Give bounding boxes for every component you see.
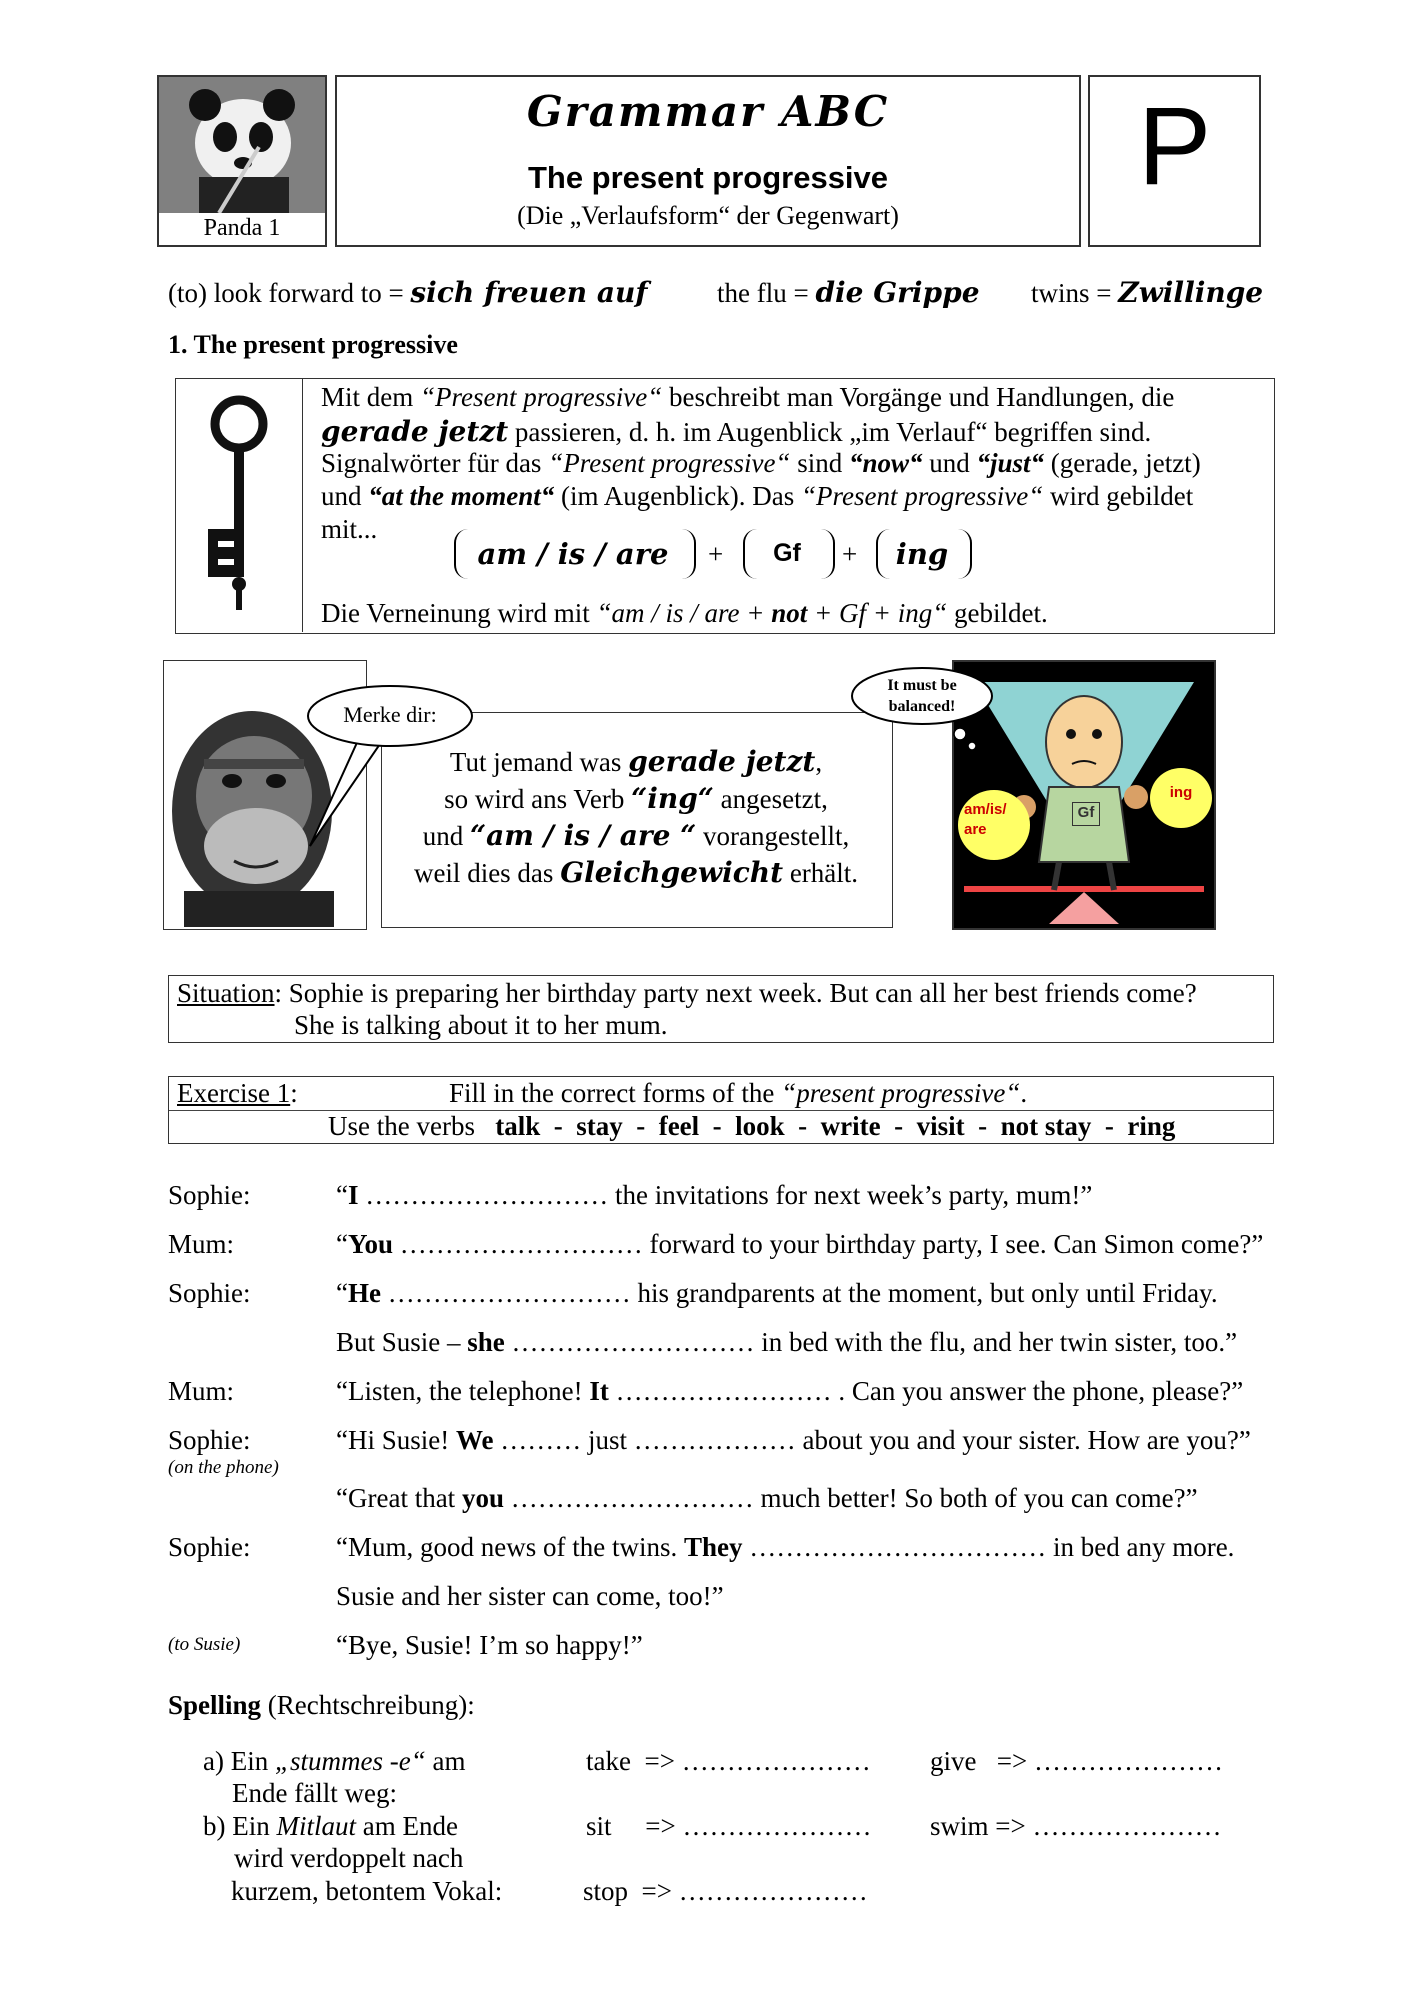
spelling-rule-b-line-2: wird verdoppelt nach [234,1843,464,1873]
panda-image [159,77,325,213]
formula-part-1: am / is / are [477,537,669,571]
dialogue-subject: she [467,1327,505,1357]
spelling-text: am Ende [356,1811,458,1841]
vocab-2 [717,276,980,309]
exercise-label: Exercise 1 [177,1078,291,1108]
dialogue-line [336,1180,1092,1211]
dialogue-text: “ [336,1229,348,1259]
merke-text: Tut jemand was [449,747,629,777]
spelling-blank: ………………… [678,1876,868,1906]
vocab-3-de: Zwillinge [1118,276,1264,309]
exercise-instruction [449,1078,1027,1109]
rule-text: (im Augenblick). Das [554,481,801,511]
situation-box [168,975,1274,1043]
dialogue-text: “Mum, good news of the twins. [336,1532,684,1562]
dialogue-line [336,1483,1198,1514]
rule-text: passieren, d. h. im Augenblick „im Verlauf“ begriffen sind. [508,417,1152,447]
rule-line-4 [321,481,1193,512]
balance-right-label: ing [1169,784,1193,801]
signal-word-just: “just“ [976,448,1045,478]
dialogue-subject: I [347,1180,359,1210]
rule-text: Die Verneinung wird mit [321,598,597,628]
dialogue-speaker: Sophie: [168,1278,251,1308]
verbs-intro: Use the verbs [328,1111,475,1141]
spelling-item-sit [586,1811,871,1842]
merke-bubble-text: Merke dir: [343,702,437,727]
dialogue-line [336,1376,1243,1407]
letter-box [1088,75,1261,247]
rule-text: Signalwörter für das [321,448,549,478]
merke-highlight: Gleichgewicht [560,856,784,889]
index-letter: P [1137,85,1212,208]
spelling-rule-a-line-2: Ende fällt weg: [232,1778,397,1808]
panda-frame [157,75,327,247]
signal-word-now: “now“ [848,448,923,478]
dialogue-subject: He [347,1278,381,1308]
dialogue-subject: You [347,1229,394,1259]
title-box [335,75,1081,247]
dialogue-text: “Hi Susie! [336,1425,456,1455]
dialogue-line [336,1532,1234,1563]
dialogue-speaker: Sophie: [168,1425,251,1455]
dialogue-line [336,1278,1218,1309]
spelling-word: swim => [930,1811,1026,1841]
section-1-heading: 1. The present progressive [168,330,458,359]
formula-plus-1: + [708,539,724,569]
formula-plus-2: + [842,539,858,569]
spelling-text: a) Ein [203,1746,275,1776]
spelling-heading [168,1690,475,1721]
formula-part-2: Gf [773,539,801,567]
dialogue-speaker-note: (to Susie) [168,1634,241,1655]
merke-text: vorangestellt, [696,821,850,851]
spelling-blank: ………………… [1032,1811,1222,1841]
dialogue-gap-text: …………………………… in bed any more. [742,1532,1235,1562]
dialogue-text: “Great that [336,1483,462,1513]
vocab-1-de: sich freuen auf [410,276,648,309]
merke-text: , [815,747,823,777]
merke-text: weil dies das [413,858,561,888]
dialogue-text: “ [336,1278,348,1308]
spelling-item-take [586,1746,871,1777]
spelling-word: sit => [586,1811,676,1841]
dialogue-gap-text: ……………………… forward to your birthday party, I see. Can Simon come?” [393,1229,1264,1259]
rule-text: Mit dem [321,382,420,412]
merke-highlight: “am / is / are “ [469,819,697,852]
rule-text: (gerade, jetzt) [1044,448,1201,478]
dialogue-line [336,1327,1237,1358]
spelling-item-give [930,1746,1223,1777]
merke-text: erhält. [783,858,859,888]
spelling-blank: ………………… [682,1811,872,1841]
spelling-term: „stummes -e“ [274,1746,426,1776]
negation-formula: “am / is / are + [596,598,772,628]
spelling-word: give => [930,1746,1028,1776]
situation-line-1 [177,978,1197,1009]
rule-text: und [922,448,977,478]
dialogue-line [336,1581,724,1612]
dialogue-subject: We [455,1425,494,1455]
spelling-heading-rest: (Rechtschreibung): [261,1690,475,1720]
signal-word-at-the-moment: “at the moment“ [368,481,555,511]
vocab-1 [168,276,647,309]
spelling-item-stop [583,1876,868,1907]
spelling-text: am [425,1746,466,1776]
dialogue-line [336,1630,643,1661]
exercise-colon: : [290,1078,298,1108]
dialogue-gap-text: ……………………… his grandparents at the moment, but only until Friday. [380,1278,1218,1308]
exercise-text: . [1020,1078,1028,1108]
dialogue-gap-text: ……………………… the invitations for next week’s party, mum!” [358,1180,1093,1210]
vocab-2-de: die Grippe [815,276,980,309]
merke-text: angesetzt, [713,784,828,814]
spelling-rule-b-line-1 [203,1811,458,1842]
dialogue-subject: They [683,1532,743,1562]
negation-formula: + Gf + ing“ [807,598,948,628]
exercise-text: Fill in the correct forms of the [449,1078,782,1108]
worksheet-subtitle: The present progressive [527,160,889,195]
dialogue-speaker: Sophie: [168,1532,251,1562]
situation-line-2: She is talking about it to her mum. [294,1010,668,1040]
formula-part-3: ing [895,537,949,571]
rule-term: “Present progressive“ [420,382,663,412]
rule-line-2 [321,415,1151,448]
dialogue-text: “Listen, the telephone! [336,1376,590,1406]
spelling-rule-a-line-1 [203,1746,466,1777]
vocab-3-en: twins = [1031,278,1112,308]
verbs-list: talk - stay - feel - look - write - visit - not stay - ring [495,1111,1176,1141]
rule-line-3 [321,448,1201,479]
vocab-3 [1031,276,1263,309]
rule-line-5: mit... [321,514,378,544]
rule-term: “Present progressive“ [548,448,791,478]
balance-center-label: Gf [1077,804,1095,821]
dialogue-text: “Bye, Susie! I’m so happy!” [336,1630,643,1660]
key-box [175,378,1275,634]
spelling-word: stop => [583,1876,672,1906]
exercise-verbs-line [328,1111,1175,1142]
balanced-bubble-text: It must be balanced! [887,677,957,715]
negation-rule [321,598,1048,629]
spelling-blank: ………………… [681,1746,871,1776]
merke-text: so wird ans Verb [444,784,632,814]
rule-line-1 [321,382,1174,413]
exercise-line-1 [177,1078,298,1109]
balance-left-label: am/is/ are [964,801,1007,838]
spelling-rule-b-line-3: kurzem, betontem Vokal: [231,1876,503,1906]
situation-label: Situation [177,978,275,1008]
dialogue-text: But Susie – [336,1327,468,1357]
dialogue-speaker-note: (on the phone) [168,1457,279,1478]
spelling-blank: ………………… [1033,1746,1223,1776]
spelling-item-swim [930,1811,1221,1842]
spelling-heading-bold: Spelling [168,1690,262,1720]
rule-highlight: gerade jetzt [321,415,509,448]
dialogue-line [336,1229,1263,1260]
rule-text: beschreibt man Vorgänge und Handlungen, die [662,382,1175,412]
merke-text: und [422,821,470,851]
dialogue-gap-text: ……… just ……………… about you and your sister. How are you?” [493,1425,1251,1455]
dialogue-gap-text: ……………………… much better! So both of you can come?” [503,1483,1198,1513]
rule-term: “Present progressive“ [800,481,1044,511]
dialogue-gap-text: …………………… . Can you answer the phone, please?” [608,1376,1244,1406]
panda-caption: Panda 1 [203,215,281,241]
rule-text: wird gebildet [1043,481,1194,511]
vocab-1-en: (to) look forward to = [168,278,404,308]
dialogue-speaker: Sophie: [168,1180,251,1210]
merke-line-4 [382,856,890,889]
worksheet-subtitle-german: (Die „Verlaufsform“ der Gegenwart) [517,201,899,230]
rule-text: gebildet. [947,598,1048,628]
dialogue-speaker: Mum: [168,1229,235,1259]
situation-text: : Sophie is preparing her birthday party next week. But can all her best friends come? [274,978,1197,1008]
spelling-term: Mitlaut [276,1811,356,1841]
dialogue-subject: It [589,1376,609,1406]
worksheet-title: Grammar ABC [526,87,890,136]
dialogue-text: Susie and her sister can come, too!” [336,1581,724,1611]
key-icon [176,379,302,632]
dialogue-line [336,1425,1251,1456]
spelling-word: take => [586,1746,675,1776]
exercise-box [168,1076,1274,1144]
negation-not: not [771,598,808,628]
dialogue-text: “ [336,1180,348,1210]
key-image-cell [176,379,303,632]
spelling-text: b) Ein [203,1811,277,1841]
merke-highlight: “ing“ [631,782,714,815]
dialogue-subject: you [461,1483,504,1513]
dialogue-speaker: Mum: [168,1376,235,1406]
rule-text: sind [790,448,849,478]
exercise-term: “present progressive“ [781,1078,1021,1108]
merke-highlight: gerade jetzt [628,745,816,778]
vocab-2-en: the flu = [717,278,809,308]
rule-text: und [321,481,369,511]
dialogue-gap-text: ……………………… in bed with the flu, and her twin sister, too.” [504,1327,1238,1357]
